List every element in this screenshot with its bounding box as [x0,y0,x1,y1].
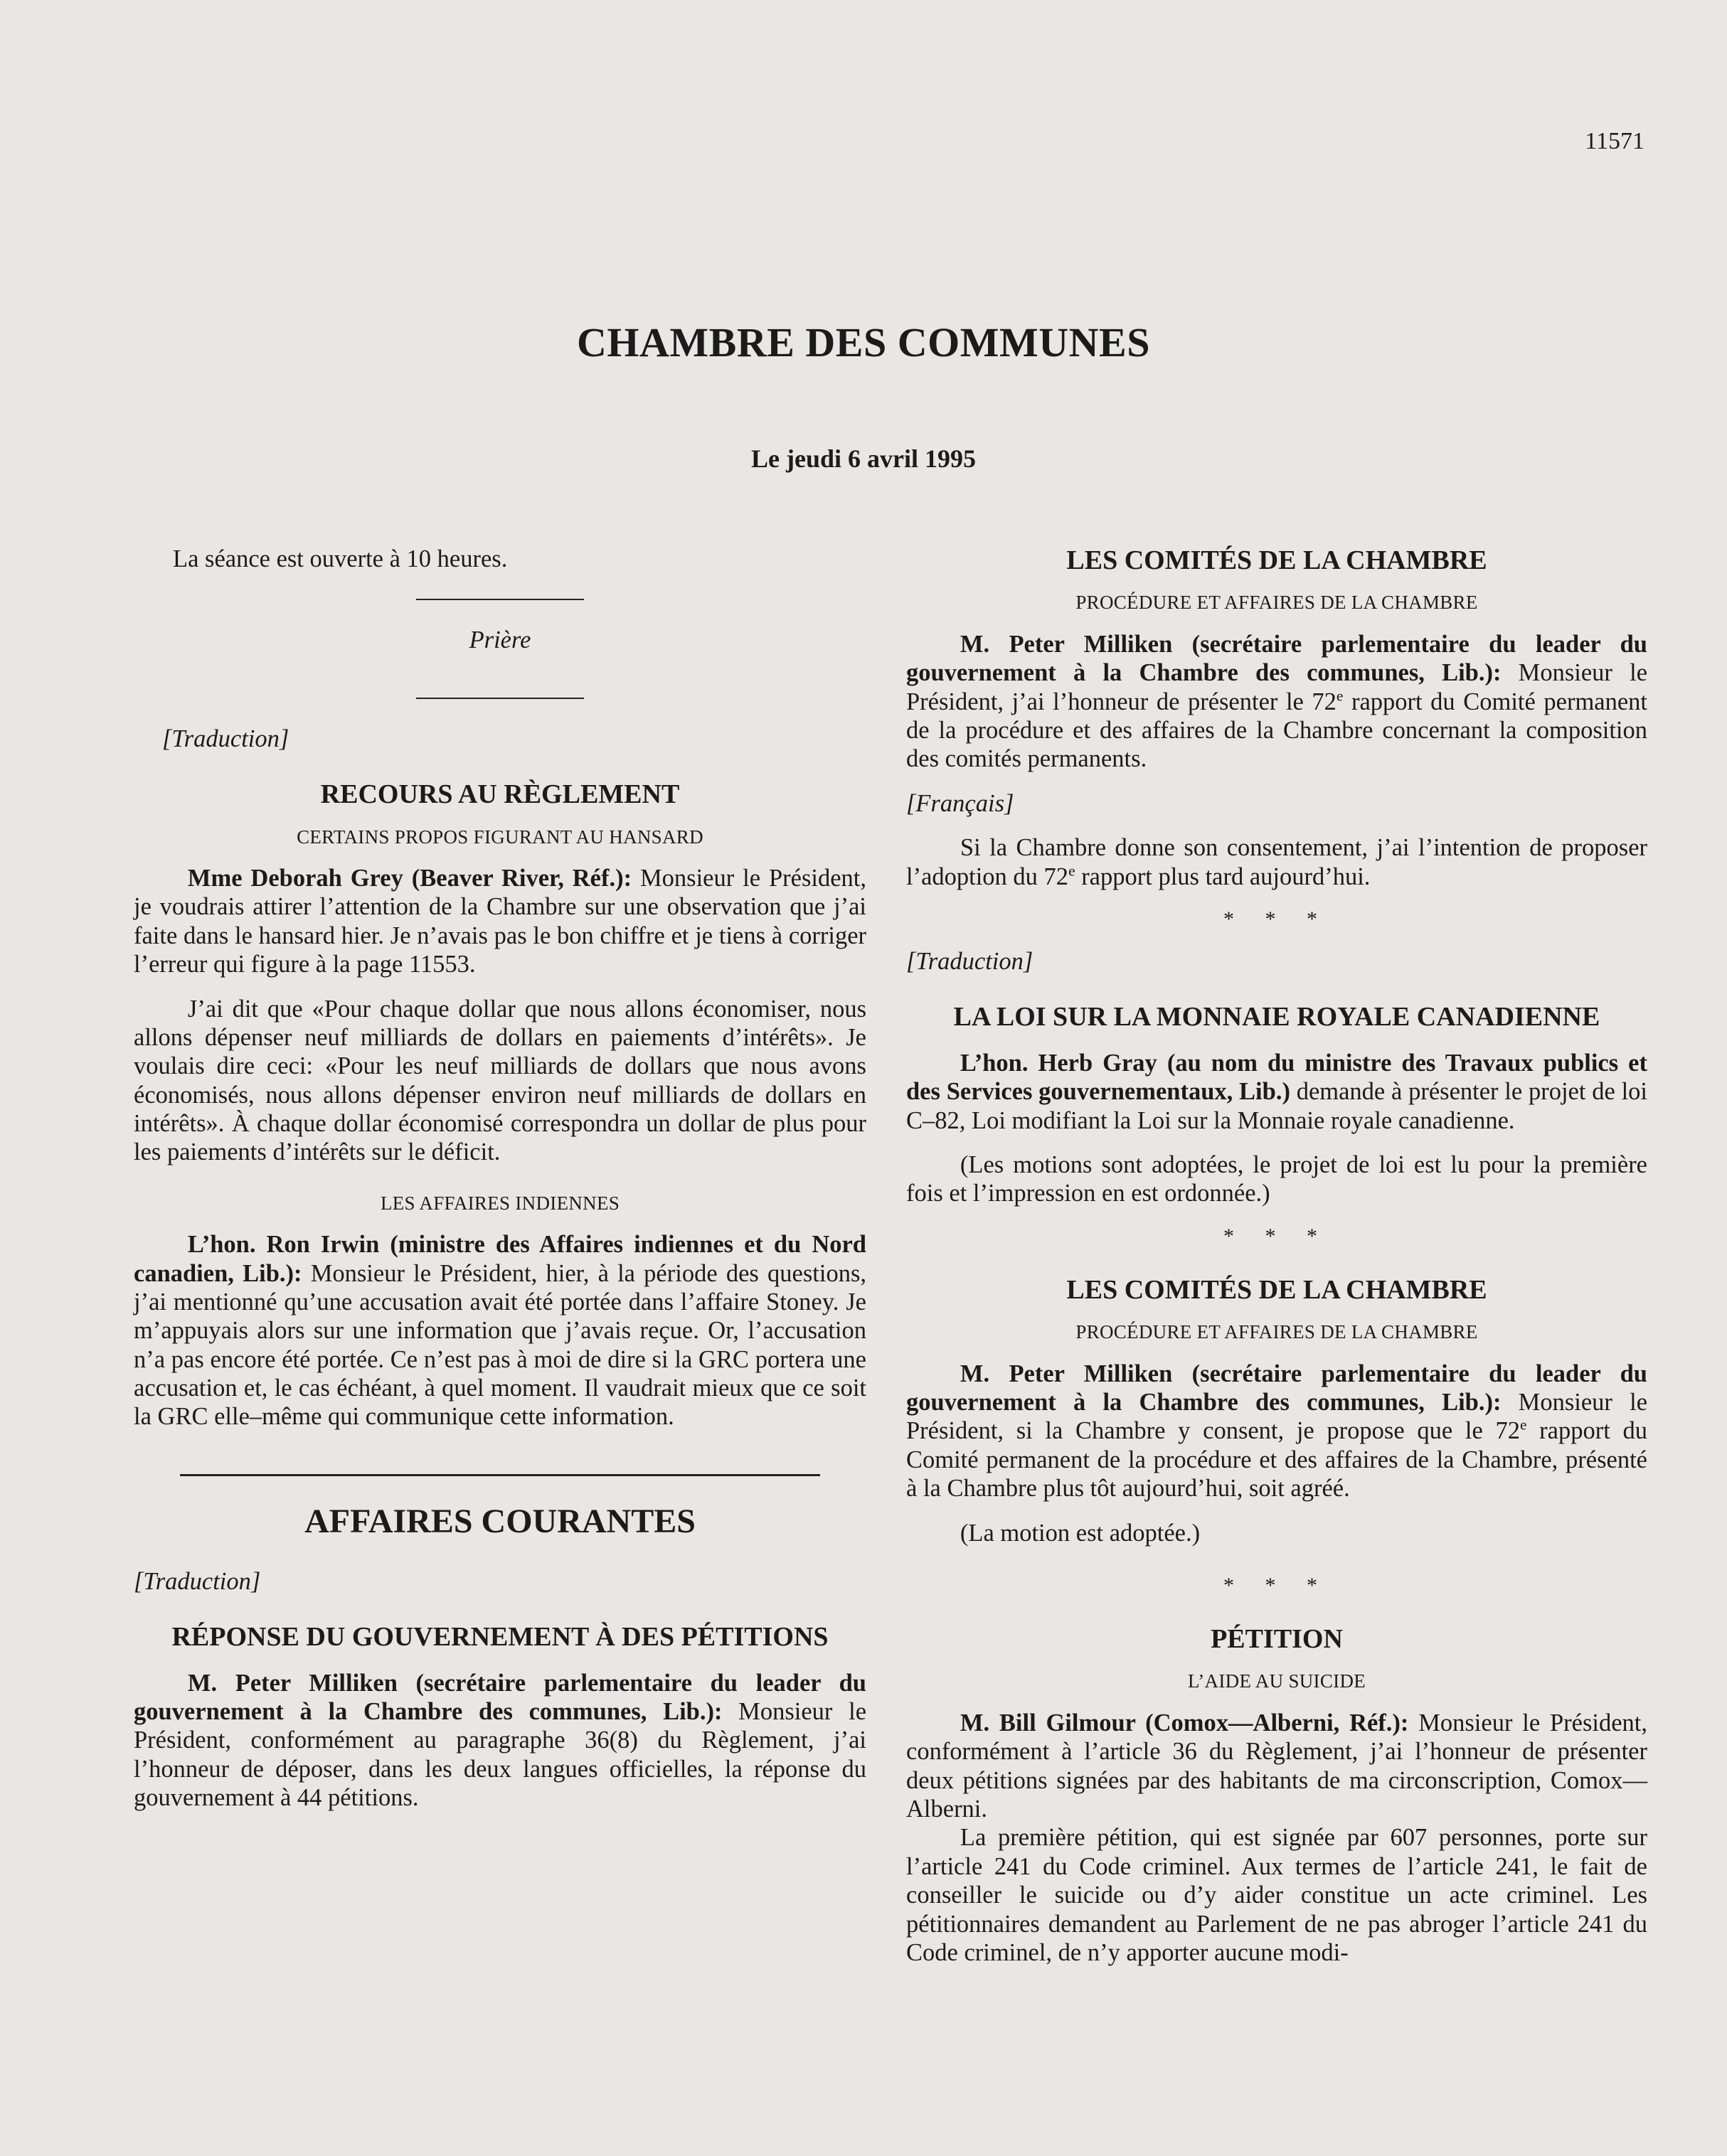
right-column [906,545,1647,1967]
speech-text: Monsieur le Président, conformément à l’article 36 du Règlement, j’ai l’honneur de présenter deux pétitions signées par des habitants de ma circonscription, Comox—Alberni. [906,1709,1647,1823]
opening-line: La séance est ouverte à 10 heures. [173,545,508,572]
speaker-name: Mme Deborah Grey (Beaver River, Réf.): [187,865,632,892]
speaker-name: M. Peter Milliken (secrétaire parlementaire du leader du gouvernement à la Chambre des communes, Lib.): [134,1669,866,1726]
traduction-tag: [Traduction] [134,1567,261,1595]
priere-label: Prière [469,626,531,654]
subheading: LES AFFAIRES INDIENNES [380,1192,620,1214]
speech-text: Monsieur le Président, je voudrais attirer l’attention de la Chambre sur une observation que j’ai faite dans le hansard hier. Je n’avais pas le bon chiffre et je tiens à corriger l’erreur qui figure à la page 11553. [134,865,866,978]
speaker-name: M. Bill Gilmour (Comox—Alberni, Réf.): [960,1709,1409,1737]
section-heading: LA LOI SUR LA MONNAIE ROYALE CANADIENNE [953,1002,1600,1032]
speaker-name: M. Peter Milliken (secrétaire parlementaire du leader du gouvernement à la Chambre des communes, Lib.): [906,631,1647,687]
speech-paragraph [906,630,1647,774]
speech-text: rapport du Comité permanent de la procédure et des affaires de la Chambre concernant la composition des comités permanents. [906,688,1647,773]
speech-text: Monsieur le Président, j’ai l’honneur de présenter le 72 [906,659,1648,715]
section-heading: LES COMITÉS DE LA CHAMBRE [1066,1274,1487,1305]
speech-text: Monsieur le Président, hier, à la période des questions, j’ai mentionné qu’une accusation avait été portée dans l’affaire Stoney. Je m’appuyais alors sur une information que j’avais reçue. Or, l’accusation n’a pas encore été portée. Ce n’est pas à moi de dire si la GRC portera une accusation et, le cas échéant, à quel moment. Il vaudrait mieux que ce soit la GRC elle–même qui communique cette information. [134,1259,866,1431]
speech-paragraph [906,1360,1647,1503]
separator-stars: * * * [1223,907,1330,931]
section-heading: RÉPONSE DU GOUVERNEMENT À DES PÉTITIONS [171,1622,829,1653]
francais-tag: [Français] [906,789,1014,817]
speech-text: demande à présenter le projet de loi C–82, Loi modifiant la Loi sur la Monnaie royale canadienne. [906,1078,1647,1134]
subheading: PROCÉDURE ET AFFAIRES DE LA CHAMBRE [1075,592,1478,614]
left-column [134,545,866,1813]
superscript: e [1336,687,1344,705]
traduction-tag: [Traduction] [162,725,289,752]
speech-paragraph: J’ai dit que «Pour chaque dollar que nous allons économiser, nous allons dépenser neuf milliards de dollars en paiements d’intérêts». Je voulais dire ceci: «Pour les neuf milliards de dollars que nous avons économisés, nous allons dépenser environ neuf milliards de dollars en intérêts». À chaque dollar économisé correspondra un dollar de plus pour les paiements d’intérêts sur le déficit. [134,995,866,1166]
speech-paragraph [906,1049,1647,1135]
page-number: 11571 [1585,128,1644,154]
separator-stars: * * * [1223,1573,1330,1597]
speech-paragraph [134,864,866,978]
page-title: CHAMBRE DES COMMUNES [577,319,1150,365]
speech-paragraph [906,833,1647,891]
speaker-name: L’hon. Herb Gray (au nom du ministre des Travaux publics et des Services gouvernementaux, Lib.) [906,1049,1647,1106]
section-heading: PÉTITION [1211,1623,1343,1654]
subheading: CERTAINS PROPOS FIGURANT AU HANSARD [297,826,703,848]
sitting-date: Le jeudi 6 avril 1995 [751,444,976,473]
speech-text: Monsieur le Président, si la Chambre y consent, je propose que le 72 [906,1389,1648,1445]
speaker-name: L’hon. Ron Irwin (ministre des Affaires indiennes et du Nord canadien, Lib.): [134,1231,866,1287]
procedural-note: (Les motions sont adoptées, le projet de loi est lu pour la première fois et l’impression en est ordonnée.) [906,1151,1647,1207]
speech-text: Si la Chambre donne son consentement, j’ai l’intention de proposer l’adoption du 72 [906,834,1647,890]
speech-paragraph [906,1709,1647,1823]
section-heading: RECOURS AU RÈGLEMENT [320,779,680,810]
major-heading: AFFAIRES COURANTES [304,1502,696,1540]
speaker-name: M. Peter Milliken (secrétaire parlementaire du leader du gouvernement à la Chambre des communes, Lib.): [906,1360,1647,1416]
speech-text: rapport plus tard aujourd’hui. [1075,863,1371,890]
section-heading: LES COMITÉS DE LA CHAMBRE [1066,545,1487,575]
superscript: e [1519,1416,1527,1434]
subheading: PROCÉDURE ET AFFAIRES DE LA CHAMBRE [1075,1321,1478,1343]
separator-stars: * * * [1223,1224,1330,1248]
procedural-note: (La motion est adoptée.) [960,1519,1201,1547]
subheading: L’AIDE AU SUICIDE [1187,1670,1366,1692]
speech-paragraph: La première pétition, qui est signée par 607 personnes, porte sur l’article 241 du Code criminel. Aux termes de l’article 241, le fait de conseiller le suicide ou d’y aider constitue un acte criminel. Les pétitionnaires demandent au Parlement de ne pas abroger l’article 241 du Code criminel, de n’y apporter aucune modi- [906,1824,1647,1966]
speech-paragraph [134,1230,866,1431]
speech-text: Monsieur le Président, conformément au paragraphe 36(8) du Règlement, j’ai l’honneur de déposer, dans les deux langues officielles, la réponse du gouvernement à 44 pétitions. [134,1698,867,1812]
speech-text: rapport du Comité permanent de la procédure et des affaires de la Chambre, présenté à la Chambre plus tôt aujourd’hui, soit agréé. [906,1417,1647,1503]
superscript: e [1068,862,1075,880]
speech-paragraph [134,1669,866,1813]
traduction-tag: [Traduction] [906,948,1033,975]
